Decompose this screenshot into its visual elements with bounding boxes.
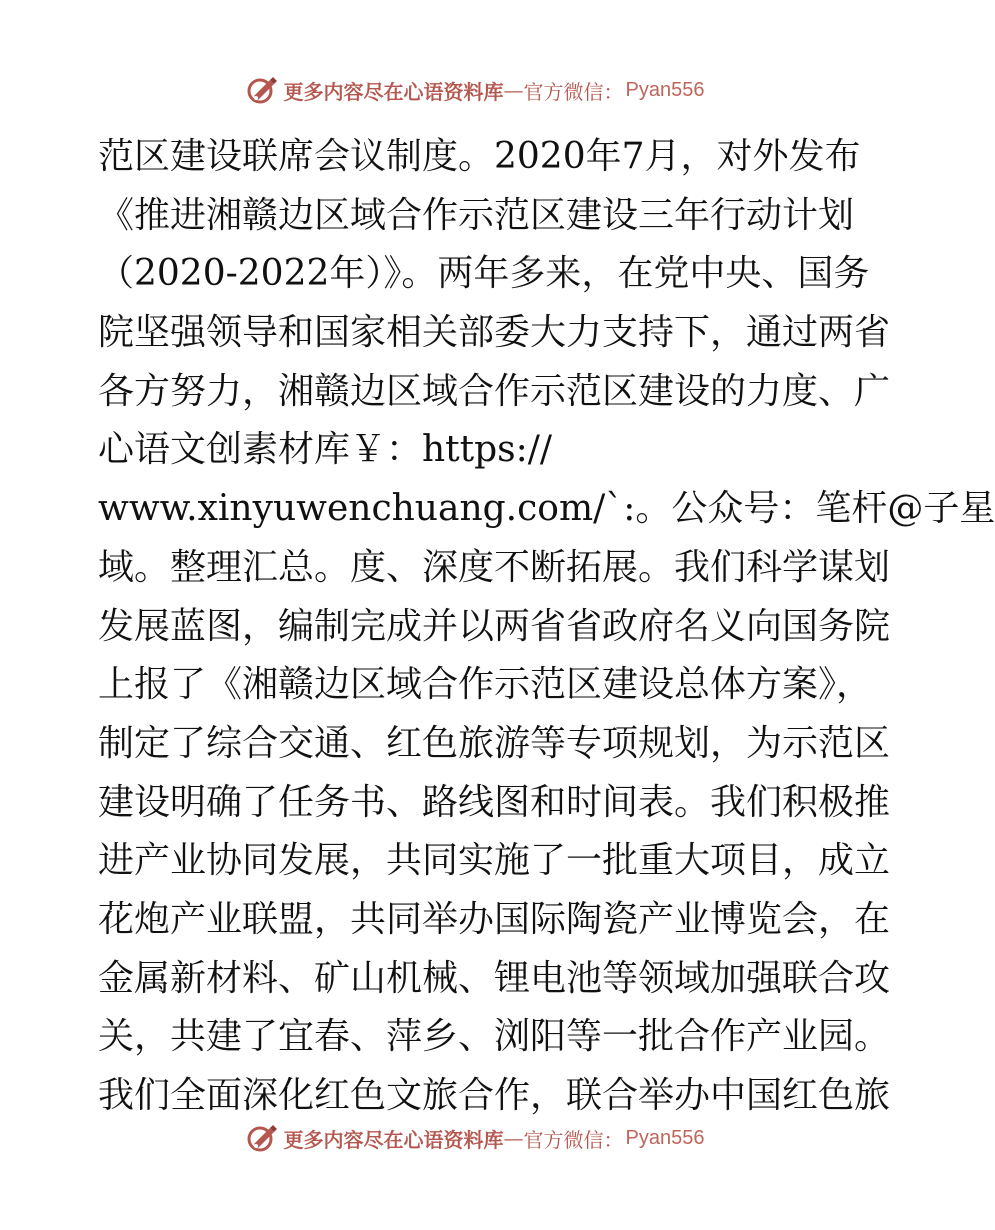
body-line: 心语文创素材库￥：https:// <box>98 429 553 471</box>
banner-main-text: 更多内容尽在心语资料库 <box>283 79 504 104</box>
body-line: 范区建设联席会议制度。2020年7月，对外发布 <box>98 136 861 177</box>
document-body <box>98 128 995 1126</box>
pen-circle-icon <box>246 74 278 106</box>
body-line: 花炮产业联盟，共同举办国际陶瓷产业博览会，在 <box>98 898 891 940</box>
body-line: 关，共建了宜春、萍乡、浏阳等一批合作产业园。 <box>98 1016 891 1058</box>
body-line: 发展蓝图，编制完成并以两省省政府名义向国务院 <box>98 605 891 647</box>
banner-separator: — <box>503 78 524 102</box>
banner-separator: — <box>503 1126 524 1150</box>
body-line: 我们全面深化红色文旅合作，联合举办中国红色旅 <box>98 1075 891 1116</box>
pen-circle-icon <box>246 1122 278 1154</box>
banner-wechat-id: Pyan556 <box>625 78 705 101</box>
body-line: 建设明确了任务书、路线图和时间表。我们积极推 <box>98 781 891 823</box>
banner-wechat-label: 官方微信： <box>523 79 624 104</box>
body-line: 金属新材料、矿山机械、锂电池等领域加强联合攻 <box>98 957 891 999</box>
footer-banner <box>0 1118 950 1158</box>
banner-wechat-label: 官方微信： <box>523 1127 624 1152</box>
header-banner <box>0 70 950 110</box>
body-line: 上报了《湘赣边区域合作示范区建设总体方案》， <box>98 664 873 706</box>
body-line: 《推进湘赣边区域合作示范区建设三年行动计划 <box>98 194 855 236</box>
body-line: （2020-2022年）》。两年多来，在党中央、国务 <box>98 253 870 295</box>
body-line: 制定了综合交通、红色旅游等专项规划，为示范区 <box>98 722 891 764</box>
body-line: 院坚强领导和国家相关部委大力支持下，通过两省 <box>98 312 891 354</box>
body-line: 进产业协同发展，共同实施了一批重大项目，成立 <box>98 840 891 882</box>
body-line: 域。整理汇总。度、深度不断拓展。我们科学谋划 <box>98 546 891 588</box>
body-line: 各方努力，湘赣边区域合作示范区建设的力度、广 <box>98 370 891 412</box>
body-line: www.xinyuwenchuang.com/`:。公众号：笔杆@子星 <box>98 488 995 530</box>
banner-main-text: 更多内容尽在心语资料库 <box>283 1127 504 1152</box>
banner-wechat-id: Pyan556 <box>625 1126 705 1149</box>
